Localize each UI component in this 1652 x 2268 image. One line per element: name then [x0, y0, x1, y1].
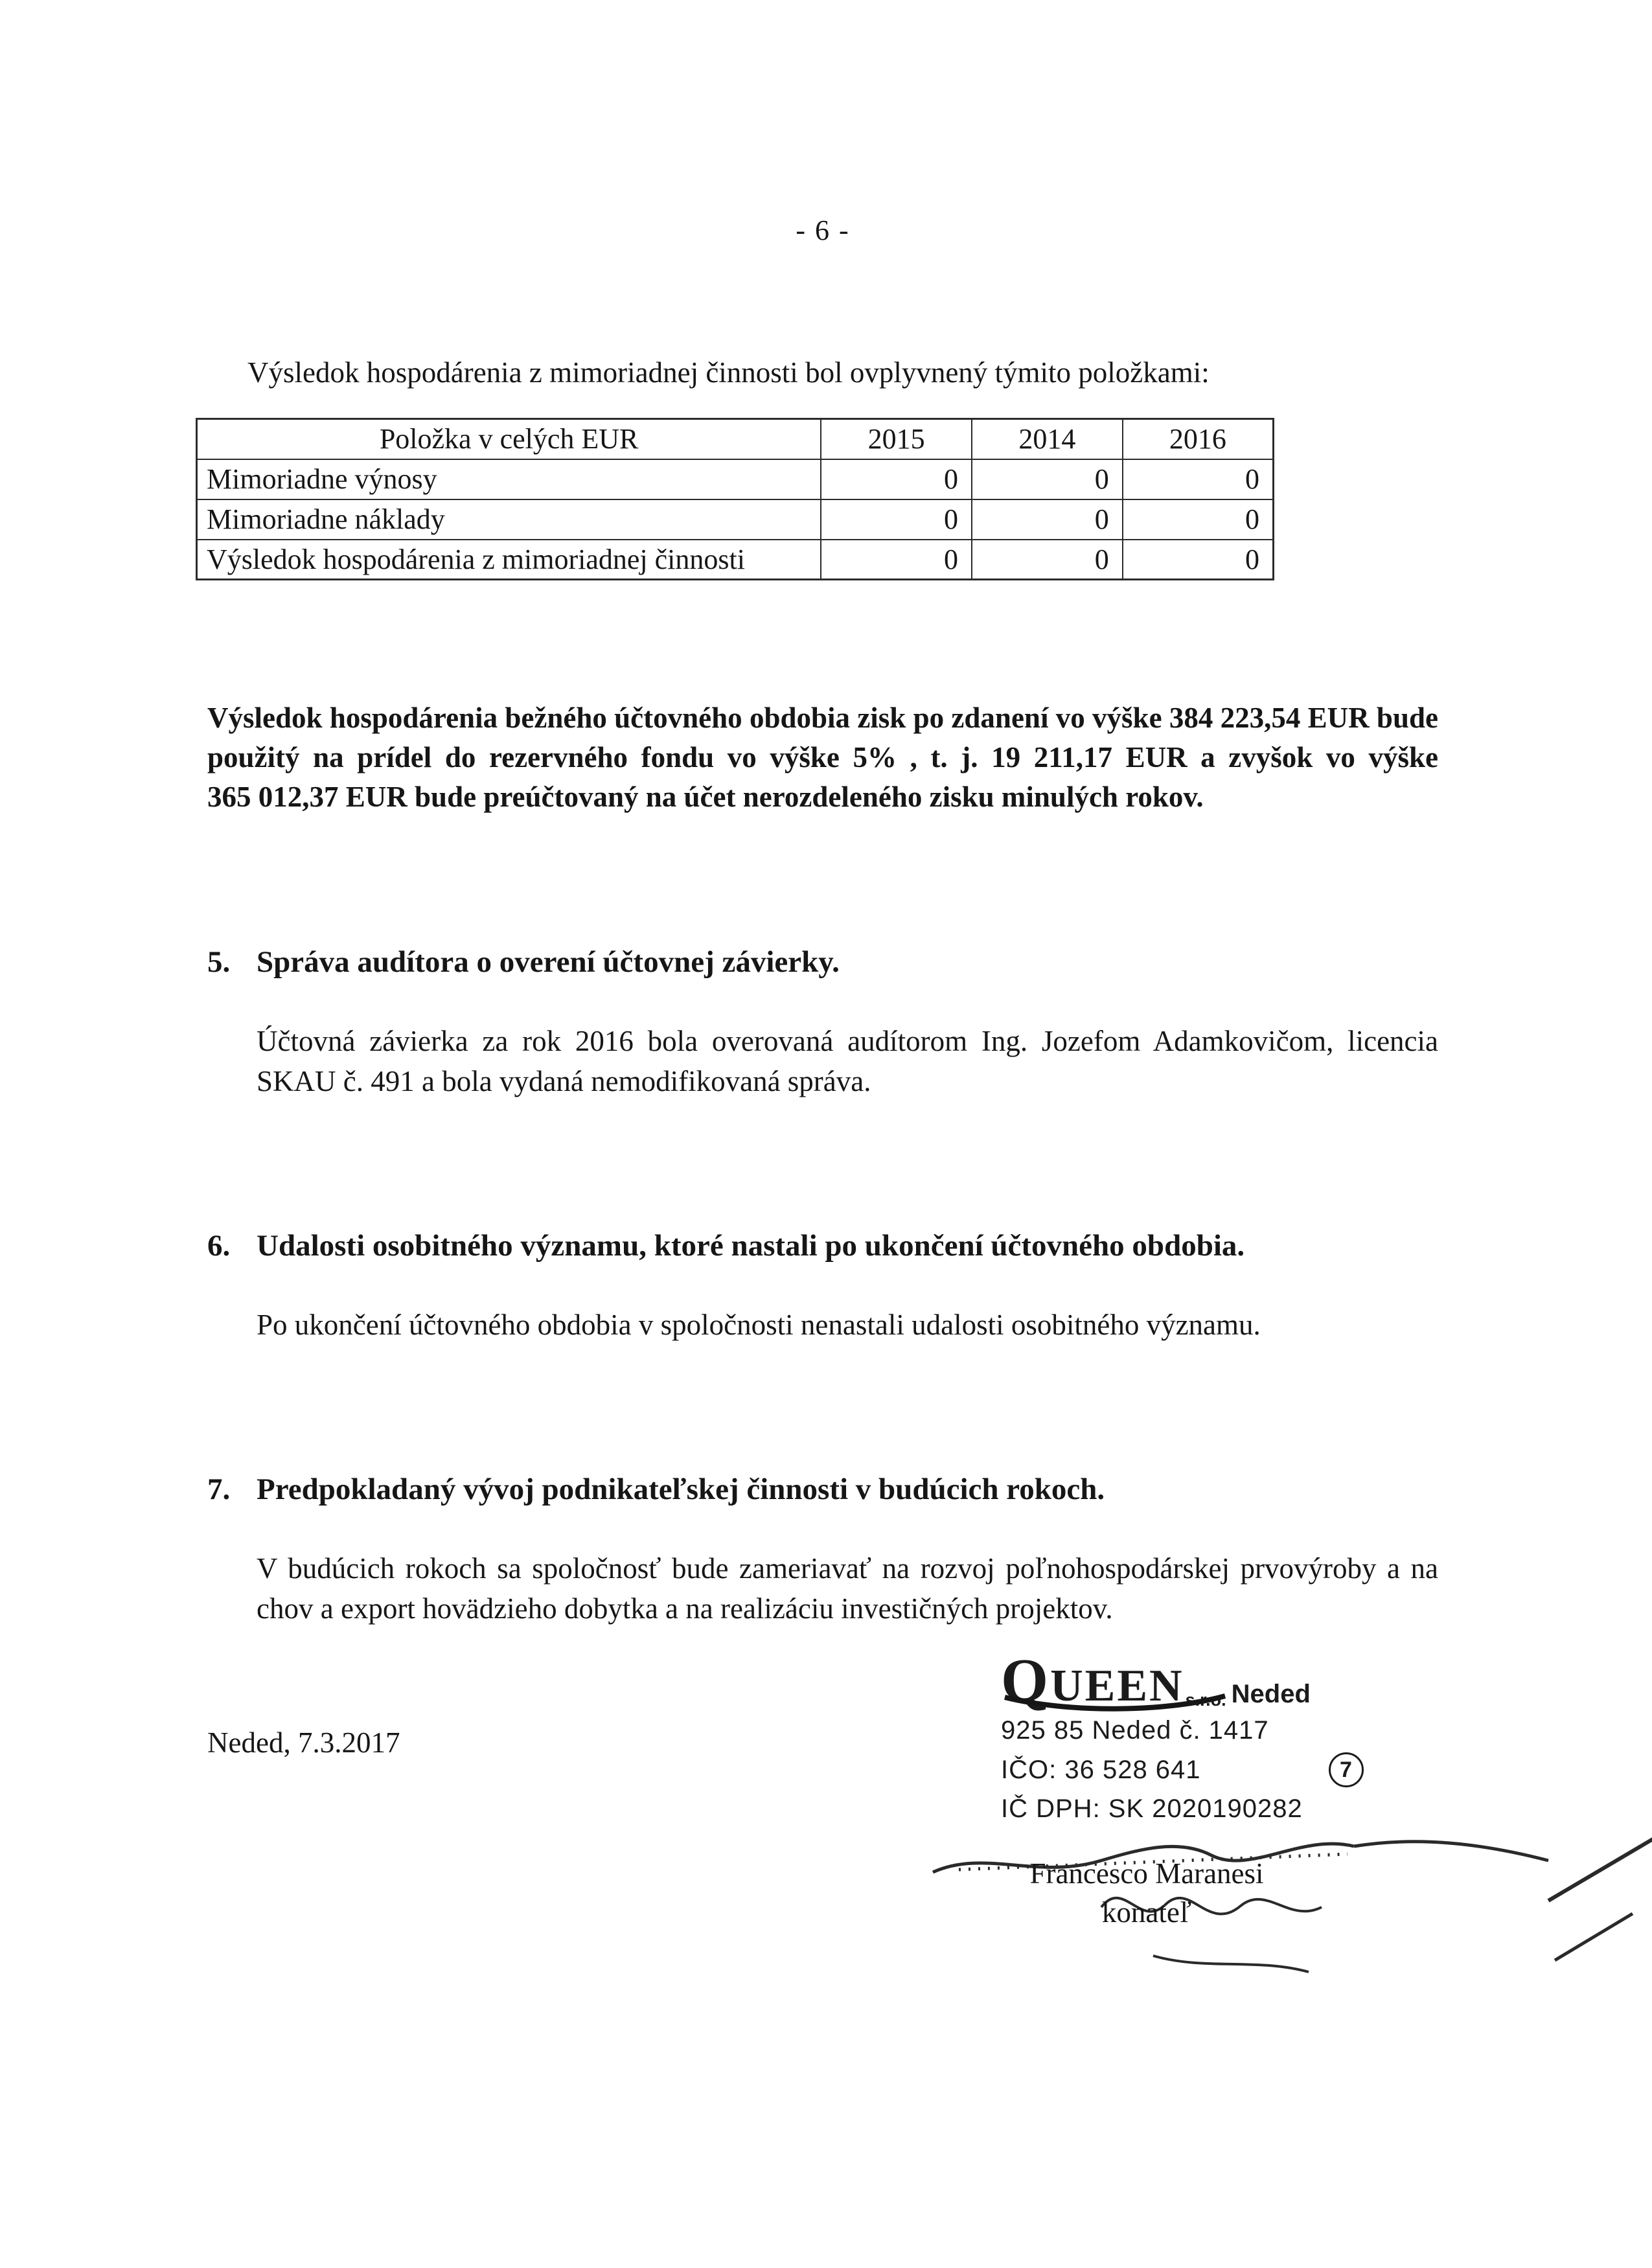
section-7-heading	[207, 1469, 1438, 1509]
stamp-ico: IČO: 36 528 641	[1001, 1755, 1201, 1784]
table-row	[197, 540, 1274, 580]
table-row	[197, 499, 1274, 540]
section-5-body: Účtovná závierka za rok 2016 bola overovaná audítorom Ing. Jozefom Adamkovičom, licencia SKAU č. 491 a bola vydaná nemodifikovaná správa.	[257, 1024, 1438, 1097]
table-header-item: Položka v celých EUR	[197, 419, 821, 459]
row-label: Mimoriadne výnosy	[197, 459, 821, 499]
table-header-year: 2014	[972, 419, 1123, 459]
stamp-suffix: s.r.o.	[1185, 1690, 1226, 1710]
stamp-address: 925 85 Neded č. 1417	[1001, 1716, 1269, 1745]
section-6	[207, 1226, 1438, 1345]
signer-name: Francesco Maranesi	[1029, 1857, 1264, 1890]
section-title: Predpokladaný vývoj podnikateľskej činnosti v budúcich rokoch.	[257, 1472, 1105, 1506]
circled-number-icon: 7	[1329, 1752, 1364, 1787]
table-header-year: 2015	[821, 419, 972, 459]
stamp-company-name: Neded	[1231, 1680, 1311, 1709]
row-value: 0	[821, 499, 972, 540]
stamp-logo-row	[1001, 1647, 1416, 1715]
row-label: Výsledok hospodárenia z mimoriadnej činnosti	[197, 540, 821, 580]
section-7-body: V budúcich rokoch sa spoločnosť bude zameriavať na rozvoj poľnohospodárskej prvovýroby a na chov a export hovädzieho dobytka a na realizáciu investičných projektov.	[257, 1552, 1438, 1625]
intro-paragraph: Výsledok hospodárenia z mimoriadnej činnosti bol ovplyvnený týmito položkami:	[247, 356, 1210, 389]
section-6-heading	[207, 1226, 1438, 1266]
section-number: 7.	[207, 1472, 231, 1506]
row-value: 0	[972, 459, 1123, 499]
company-stamp	[1001, 1647, 1416, 1824]
results-table	[196, 418, 1274, 580]
result-paragraph: Výsledok hospodárenia bežného účtovného obdobia zisk po zdanení vo výške 384 223,54 EUR bude použitý na prídel do rezervného fondu vo výške 5% , t. j. 19 211,17 EUR a zvyšok vo výške 365 012,37 EUR bude preúčtovaný na účet nerozdeleného zisku minulých rokov.	[207, 702, 1438, 814]
row-value: 0	[821, 459, 972, 499]
signer-role: konateľ	[1101, 1896, 1192, 1929]
table-header-row	[197, 419, 1274, 459]
section-number: 6.	[207, 1228, 231, 1263]
row-value: 0	[1123, 459, 1274, 499]
section-7	[207, 1469, 1438, 1629]
row-label: Mimoriadne náklady	[197, 499, 821, 540]
table-header-year: 2016	[1123, 419, 1274, 459]
row-value: 0	[1123, 540, 1274, 580]
logo-underline-swoosh-icon	[1002, 1693, 1229, 1713]
section-5-heading	[207, 942, 1438, 982]
stamp-icdph: IČ DPH: SK 2020190282	[1001, 1794, 1303, 1824]
logo-initial: Q	[1001, 1647, 1051, 1715]
signature-block	[207, 1629, 1438, 2160]
row-value: 0	[821, 540, 972, 580]
row-value: 0	[1123, 499, 1274, 540]
logo-rest: UEEN	[1050, 1661, 1184, 1712]
section-title: Správa audítora o overení účtovnej závierky.	[257, 945, 840, 979]
row-value: 0	[972, 540, 1123, 580]
row-value: 0	[972, 499, 1123, 540]
section-title: Udalosti osobitného významu, ktoré nastali po ukončení účtovného obdobia.	[257, 1228, 1245, 1263]
section-number: 5.	[207, 945, 231, 979]
page-number: - 6 -	[796, 214, 850, 246]
date-place: Neded, 7.3.2017	[207, 1726, 400, 1759]
stamp-ico-row	[1001, 1752, 1364, 1787]
signer	[965, 1857, 1328, 1929]
section-6-body: Po ukončení účtovného obdobia v spoločnosti nenastali udalosti osobitného významu.	[257, 1308, 1261, 1341]
section-5	[207, 942, 1438, 1101]
table-row	[197, 459, 1274, 499]
